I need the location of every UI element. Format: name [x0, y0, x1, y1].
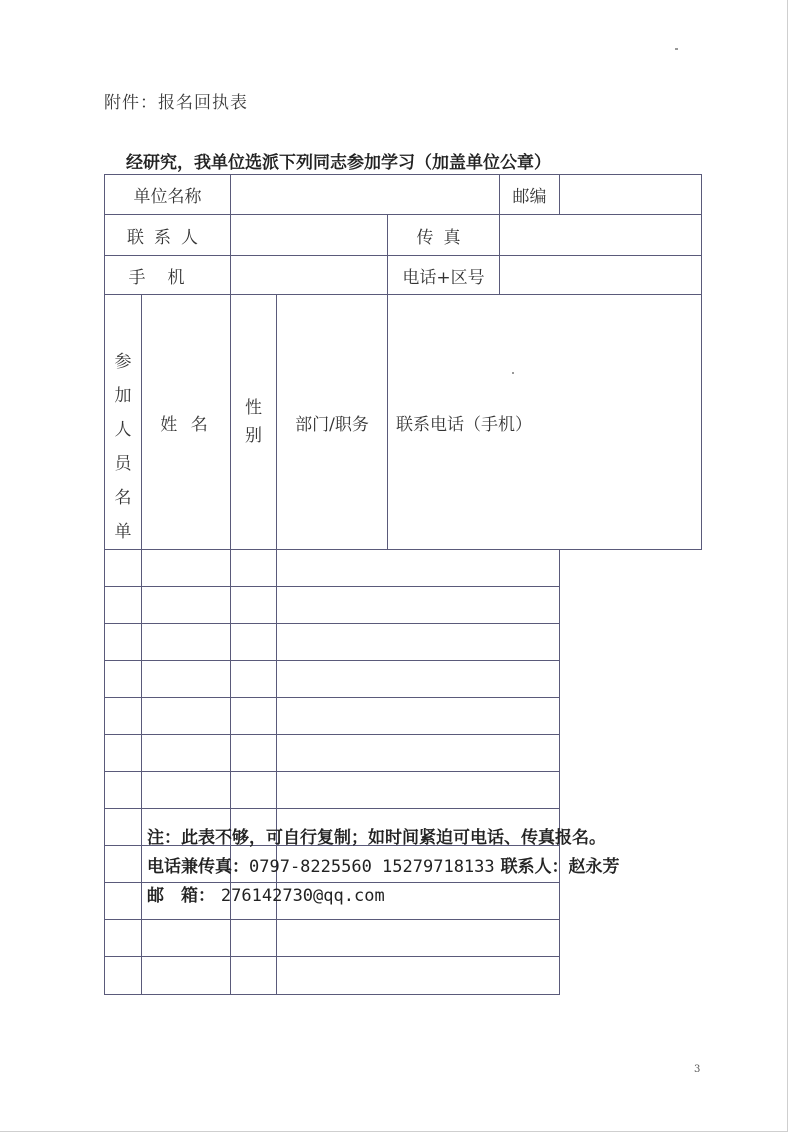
- gender-char-1: 性: [245, 398, 262, 418]
- participant-gender-cell[interactable]: [142, 735, 231, 772]
- participant-phone-cell[interactable]: [277, 624, 560, 661]
- participant-dept-cell[interactable]: [231, 772, 277, 809]
- participant-row: [105, 550, 702, 587]
- participant-name-cell[interactable]: [105, 661, 142, 698]
- participant-name-cell[interactable]: [105, 920, 142, 957]
- page-number: 3: [694, 1064, 701, 1075]
- participant-phone-cell[interactable]: [277, 661, 560, 698]
- note-line-1: 注：此表不够，可自行复制；如时间紧迫可电话、传真报名。: [147, 828, 606, 848]
- row-contact: [105, 215, 702, 256]
- participant-row: [105, 920, 702, 957]
- participant-phone-cell[interactable]: [277, 957, 560, 995]
- participant-name-cell[interactable]: [105, 957, 142, 995]
- participants-char: 人: [114, 420, 132, 440]
- note-line-2: [147, 853, 620, 882]
- participant-phone-cell[interactable]: [277, 772, 560, 809]
- note-line-3: [147, 882, 620, 911]
- participants-label: [105, 295, 142, 550]
- participant-name-cell[interactable]: [105, 550, 142, 587]
- participant-name-cell[interactable]: [105, 735, 142, 772]
- participant-row: [105, 624, 702, 661]
- participant-row: [105, 661, 702, 698]
- participant-row: [105, 957, 702, 995]
- unit-name-field[interactable]: [231, 175, 500, 215]
- contact-label: 联系人: [105, 215, 231, 256]
- phone-area-label: 电话+区号: [388, 256, 500, 295]
- participant-gender-cell[interactable]: [142, 587, 231, 624]
- participant-phone-cell[interactable]: [277, 587, 560, 624]
- participant-dept-cell[interactable]: [231, 587, 277, 624]
- intro-text: 经研究，我单位选派下列同志参加学习（加盖单位公章）: [126, 153, 551, 173]
- participants-char: 单: [114, 522, 132, 542]
- scan-speck: [675, 48, 678, 50]
- notes-block: [147, 824, 620, 911]
- gender-char-2: 别: [245, 426, 262, 446]
- participant-name-cell[interactable]: [105, 698, 142, 735]
- participant-name-cell[interactable]: [105, 587, 142, 624]
- row-unit: [105, 175, 702, 215]
- scan-speck: [512, 372, 514, 374]
- participant-phone-cell[interactable]: [277, 550, 560, 587]
- postcode-label: 邮编: [500, 175, 560, 215]
- participant-dept-cell[interactable]: [231, 920, 277, 957]
- contact-person: 联系人：赵永芳: [500, 857, 620, 877]
- participant-row: [105, 735, 702, 772]
- participant-gender-cell[interactable]: [142, 624, 231, 661]
- phone-area-field[interactable]: [500, 256, 702, 295]
- participant-gender-cell[interactable]: [142, 920, 231, 957]
- participant-name-cell[interactable]: [105, 624, 142, 661]
- participants-char: 员: [114, 454, 132, 474]
- participant-row: [105, 698, 702, 735]
- participant-dept-cell[interactable]: [231, 957, 277, 995]
- participant-gender-cell[interactable]: [142, 772, 231, 809]
- email-value: 276142730@qq.com: [220, 886, 385, 906]
- phone-fax-value: 0797-8225560 15279718133: [249, 857, 495, 877]
- mobile-field[interactable]: [231, 256, 388, 295]
- mobile-label: 手机: [105, 256, 231, 295]
- participant-gender-cell[interactable]: [142, 698, 231, 735]
- row-mobile: [105, 256, 702, 295]
- participant-gender-cell[interactable]: [142, 661, 231, 698]
- participant-dept-cell[interactable]: [231, 661, 277, 698]
- participant-gender-cell[interactable]: [142, 957, 231, 995]
- participants-char: 加: [114, 386, 132, 406]
- participant-phone-cell[interactable]: [277, 698, 560, 735]
- fax-field[interactable]: [500, 215, 702, 256]
- participant-dept-cell[interactable]: [231, 624, 277, 661]
- participant-dept-cell[interactable]: [231, 550, 277, 587]
- contact-field[interactable]: [231, 215, 388, 256]
- fax-label: 传真: [388, 215, 500, 256]
- postcode-field[interactable]: [560, 175, 702, 215]
- participant-phone-cell[interactable]: [277, 735, 560, 772]
- col-header-name: 姓 名: [142, 295, 231, 550]
- participant-row: [105, 772, 702, 809]
- col-header-gender: [231, 295, 277, 550]
- email-label: 邮 箱：: [147, 886, 215, 906]
- participant-phone-cell[interactable]: [277, 920, 560, 957]
- participant-dept-cell[interactable]: [231, 698, 277, 735]
- participant-name-cell[interactable]: [105, 772, 142, 809]
- participants-char: 名: [114, 488, 132, 508]
- phone-fax-label: 电话兼传真：: [147, 857, 249, 877]
- participant-dept-cell[interactable]: [231, 735, 277, 772]
- participant-name-cell[interactable]: [105, 883, 142, 920]
- attachment-title: 附件：报名回执表: [104, 93, 248, 113]
- participant-gender-cell[interactable]: [142, 550, 231, 587]
- participants-char: 参: [114, 352, 132, 372]
- participant-name-cell[interactable]: [105, 846, 142, 883]
- col-header-dept: 部门/职务: [277, 295, 388, 550]
- participant-row: [105, 587, 702, 624]
- col-header-phone: 联系电话（手机）: [388, 295, 702, 550]
- participants-header-row: [105, 295, 702, 550]
- participant-name-cell[interactable]: [105, 809, 142, 846]
- unit-name-label: 单位名称: [105, 175, 231, 215]
